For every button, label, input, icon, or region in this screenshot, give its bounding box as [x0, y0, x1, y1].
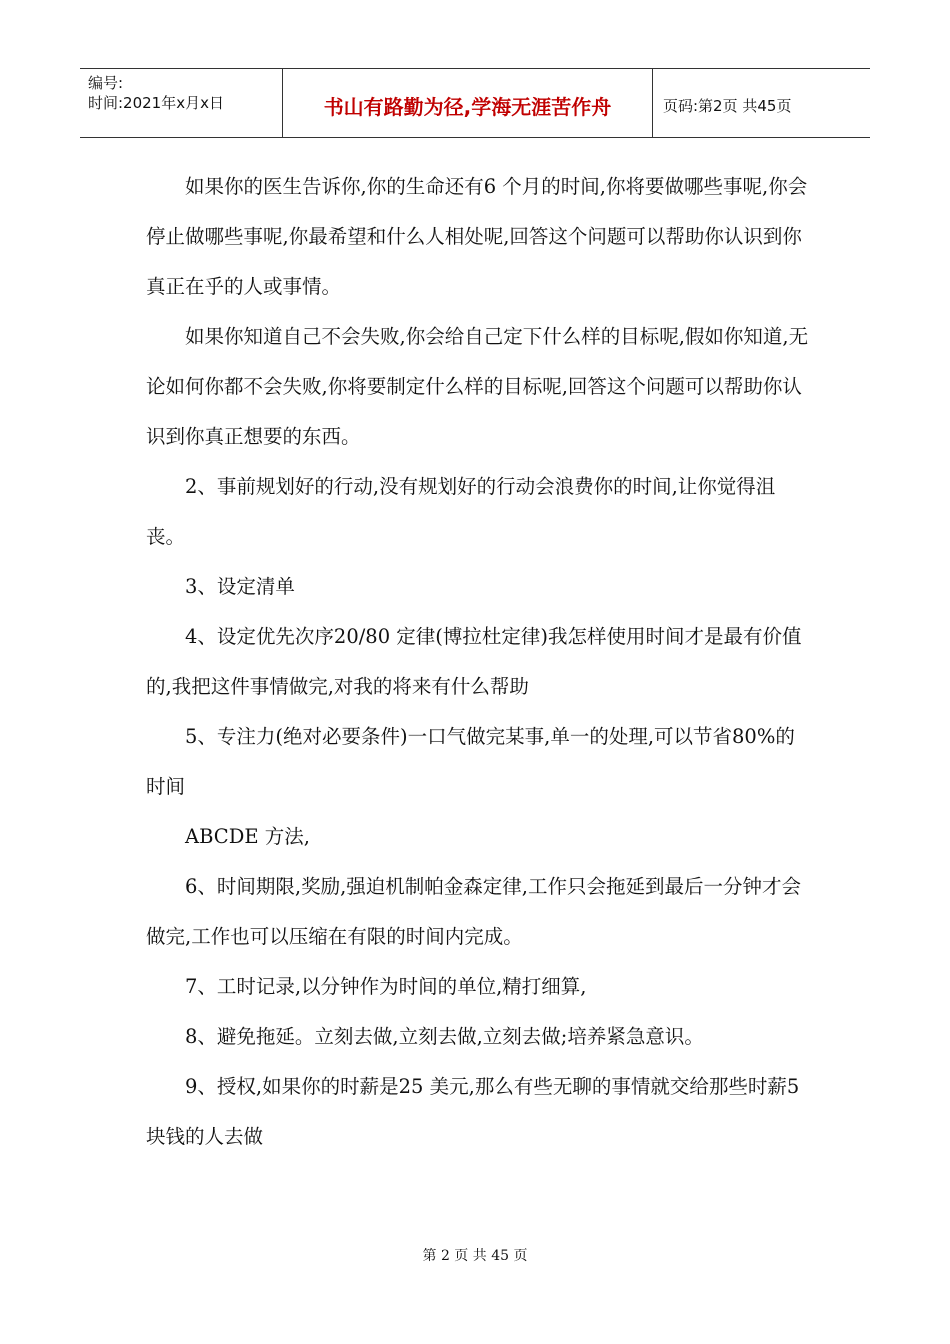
- body-paragraph-2: 如果你知道自己不会失败,你会给自己定下什么样的目标呢,假如你知道,无论如何你都不会失败,你将要制定什么样的目标呢,回答这个问题可以帮助你认识到你真正想要的东西。: [146, 325, 809, 448]
- header-page-code: 页码:第2页 共45页: [663, 96, 792, 115]
- body-paragraph-10: 8、避免拖延。立刻去做,立刻去做,立刻去做;培养紧急意识。: [185, 1025, 704, 1048]
- body-paragraph-7: ABCDE 方法,: [185, 825, 310, 848]
- body-paragraph-5: 4、设定优先次序20/80 定律(博拉杜定律)我怎样使用时间才是最有价值的,我把这件事情做完,对我的将来有什么帮助: [146, 625, 802, 698]
- body-paragraph-11: 9、授权,如果你的时薪是25 美元,那么有些无聊的事情就交给那些时薪5 块钱的人去做: [146, 1075, 800, 1148]
- header-motto: 书山有路勤为径,学海无涯苦作舟: [283, 69, 653, 137]
- document-number-label: 编号:: [88, 74, 124, 92]
- page-header: [80, 68, 870, 138]
- body-paragraph-4: 3、设定清单: [185, 575, 295, 598]
- body-paragraph-9: 7、工时记录,以分钟作为时间的单位,精打细算,: [185, 975, 587, 998]
- body-paragraph-6: 5、专注力(绝对必要条件)一口气做完某事,单一的处理,可以节省80%的时间: [146, 725, 795, 798]
- header-meta: [80, 69, 283, 137]
- body-paragraph-8: 6、时间期限,奖励,强迫机制帕金森定律,工作只会拖延到最后一分钟才会做完,工作也可以压缩在有限的时间内完成。: [146, 875, 802, 948]
- document-body: [146, 162, 814, 1162]
- body-paragraph-3: 2、事前规划好的行动,没有规划好的行动会浪费你的时间,让你觉得沮丧。: [146, 475, 776, 548]
- body-paragraph-1: 如果你的医生告诉你,你的生命还有6 个月的时间,你将要做哪些事呢,你会停止做哪些事呢,你最希望和什么人相处呢,回答这个问题可以帮助你认识到你真正在乎的人或事情。: [146, 175, 808, 298]
- document-date-label: 时间:2021年x月x日: [88, 94, 224, 112]
- page-footer: 第 2 页 共 45 页: [422, 1248, 528, 1264]
